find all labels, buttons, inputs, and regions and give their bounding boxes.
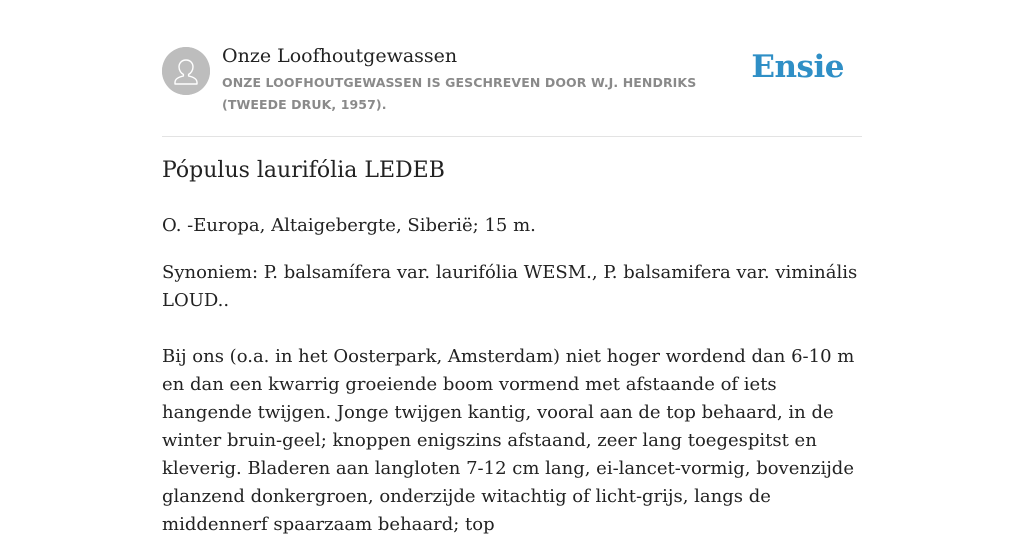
entry-description: Bij ons (o.a. in het Oosterpark, Amsterdam) niet hoger wordend dan 6-10 m en dan een kwarrig groeiende boom vormend met afstaande of iets hangende twijgen. Jonge twijgen kantig, vooral aan de top behaard, in de winter bruin-geel; knoppen enigszins afstaand, zeer lang toegespitst en kleverig. Bladeren aan langloten 7-12 cm lang, ei-lancet-vormig, bovenzijde glanzend donkergroen, onderzijde witachtig of licht-grijs, langs de middennerf spaarzaam behaard; top (162, 346, 855, 535)
entry-origin: O. -Europa, Altaigebergte, Siberië; 15 m. (162, 215, 536, 236)
avatar[interactable] (162, 47, 210, 95)
source-description: ONZE LOOFHOUTGEWASSEN IS GESCHREVEN DOOR W.J. HENDRIKS (TWEEDE DRUK, 1957). (222, 75, 697, 112)
user-icon (162, 47, 210, 95)
page-container (162, 0, 862, 535)
source-header (162, 0, 862, 137)
ensie-logo[interactable]: Ensie (751, 49, 844, 85)
entry-title: Pópulus laurifólia LEDEB (162, 158, 445, 183)
source-title[interactable]: Onze Loofhoutgewassen (222, 45, 458, 67)
entry-synonyms: Synoniem: P. balsamífera var. laurifólia WESM., P. balsamifera var. viminális LOUD.. (162, 262, 858, 311)
